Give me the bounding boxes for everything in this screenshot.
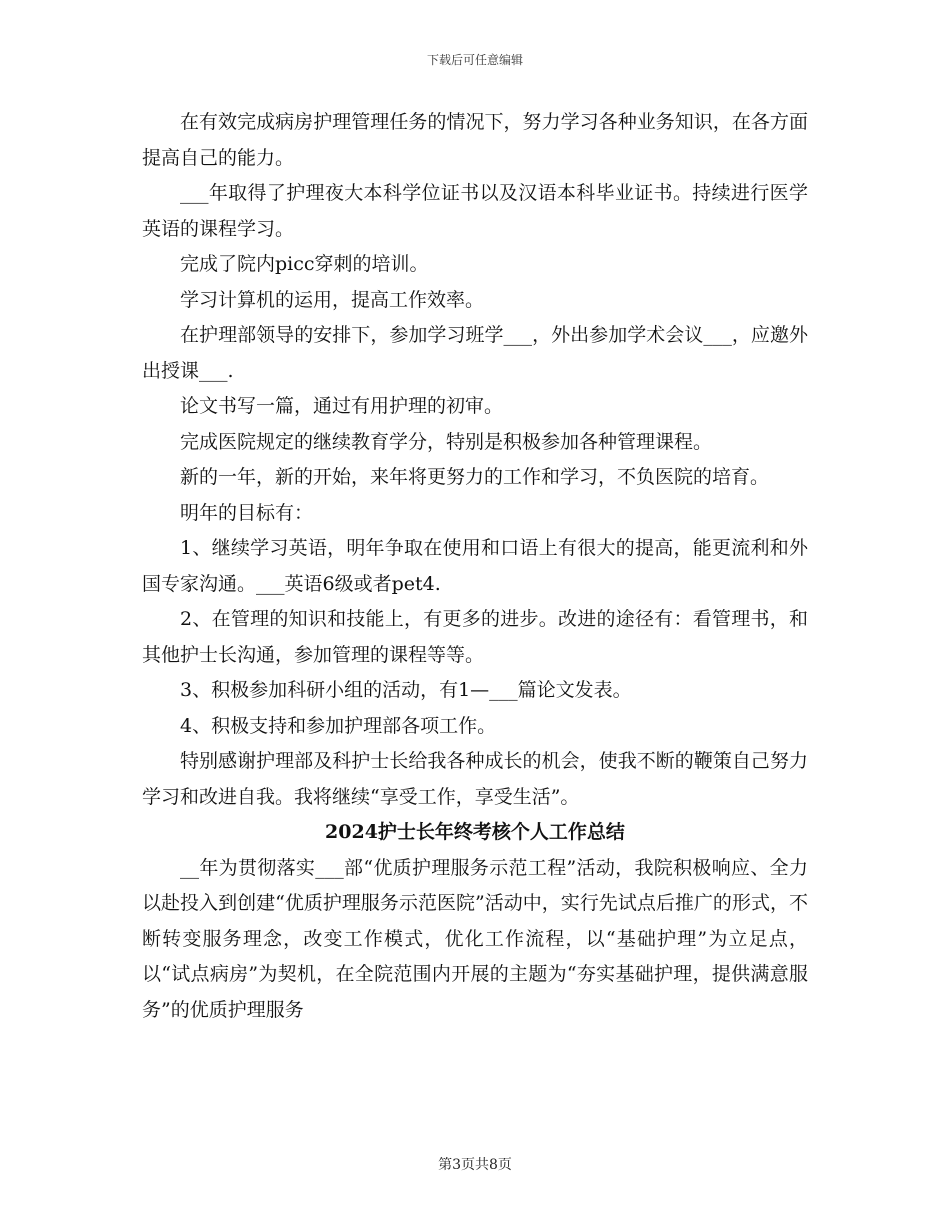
- paragraph: 2、在管理的知识和技能上，有更多的进步。改进的途径有：看管理书，和其他护士长沟通，参加管理的课程等等。: [142, 608, 808, 666]
- paragraph: ___年取得了护理夜大本科学位证书以及汉语本科毕业证书。持续进行医学英语的课程学习。: [142, 182, 808, 240]
- paragraph: __年为贯彻落实___部“优质护理服务示范工程”活动，我院积极响应、全力以赴投入到创建“优质护理服务示范医院”活动中，实行先试点后推广的形式，不断转变服务理念，改变工作模式，优化工作流程，以“基础护理”为立足点，以“试点病房”为契机，在全院范围内开展的主题为“夯实基础护理，提供满意服务”的优质护理服务: [142, 856, 808, 1021]
- page-footer: 第3页共8页: [438, 1157, 512, 1173]
- paragraph: 学习计算机的运用，提高工作效率。: [180, 288, 485, 311]
- paragraph: 4、积极支持和参加护理部各项工作。: [180, 714, 497, 737]
- page-header: 下载后可任意编辑: [426, 53, 523, 67]
- paragraph: 在有效完成病房护理管理任务的情况下，努力学习各种业务知识，在各方面提高自己的能力。: [142, 111, 808, 169]
- paragraph: 特别感谢护理部及科护士长给我各种成长的机会，使我不断的鞭策自己努力学习和改进自我。我将继续“享受工作，享受生活”。: [142, 750, 808, 808]
- paragraph: 新的一年，新的开始，来年将更努力的工作和学习，不负医院的培育。: [180, 466, 770, 488]
- paragraph: 3、积极参加科研小组的活动，有1—___篇论文发表。: [180, 679, 632, 701]
- document-body: [142, 105, 808, 1028]
- paragraph: 1、继续学习英语，明年争取在使用和口语上有很大的提高，能更流利和外国专家沟通。___英语6级或者pet4.: [142, 537, 808, 595]
- paragraph: 明年的目标有：: [180, 501, 314, 524]
- section-title: 2024护士长年终考核个人工作总结: [325, 821, 625, 843]
- paragraph: 论文书写一篇，通过有用护理的初审。: [180, 395, 504, 417]
- paragraph: 完成了院内picc穿刺的培训。: [180, 253, 429, 275]
- paragraph: 在护理部领导的安排下，参加学习班学___，外出参加学术会议___，应邀外出授课___.: [142, 324, 808, 382]
- paragraph: 完成医院规定的继续教育学分，特别是积极参加各种管理课程。: [180, 430, 713, 453]
